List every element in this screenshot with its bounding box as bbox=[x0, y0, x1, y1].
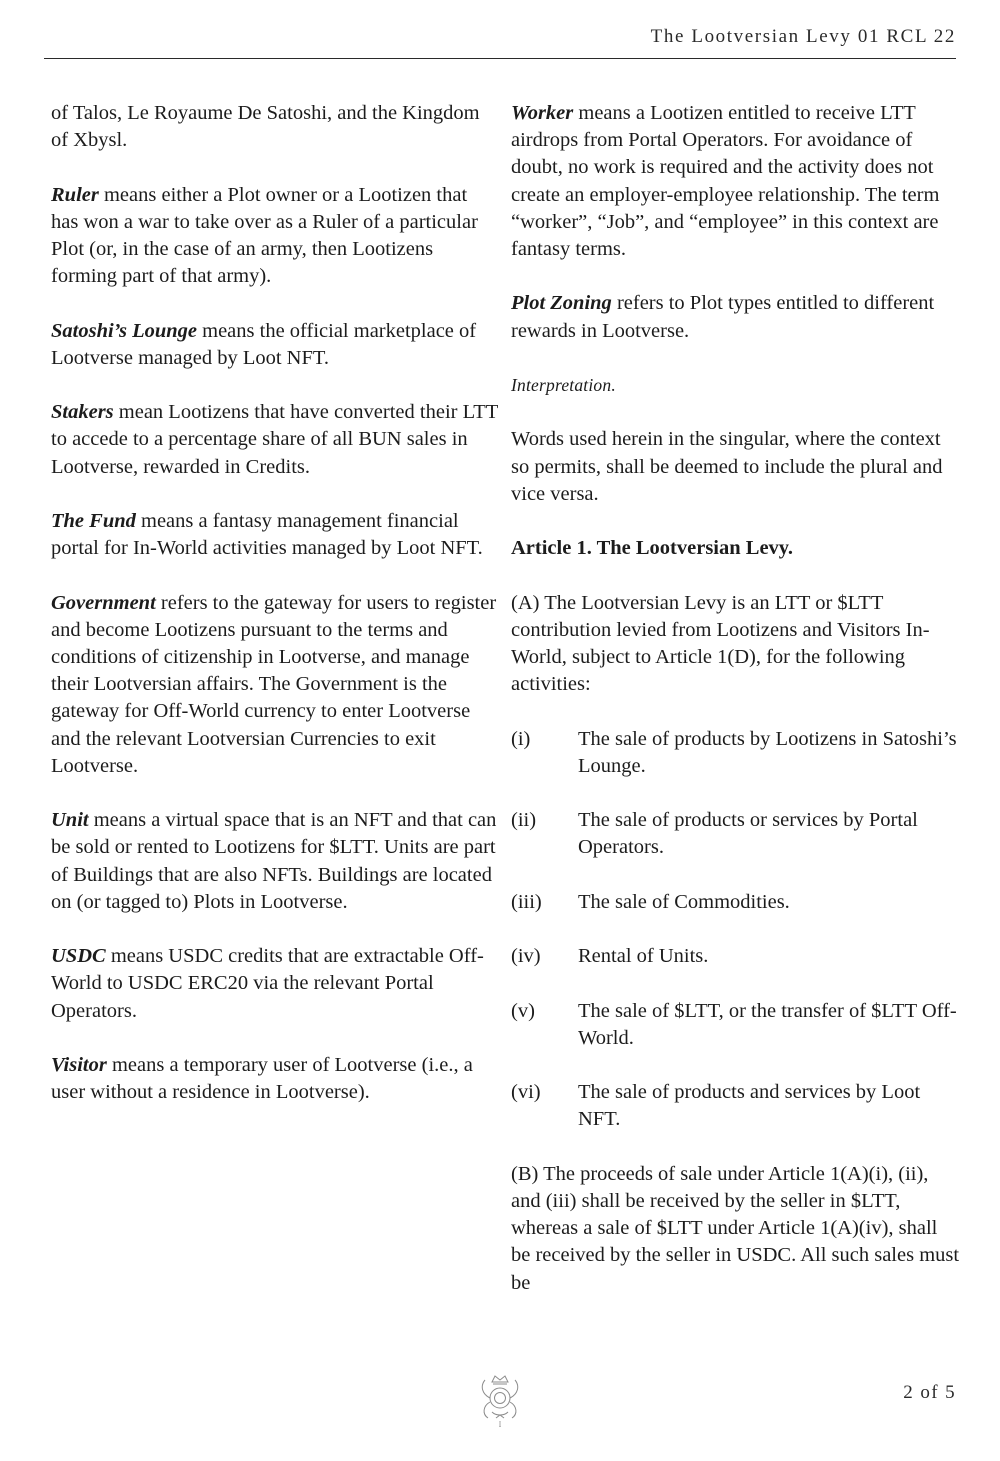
document-title: The Lootversian Levy 01 RCL 22 bbox=[650, 26, 956, 47]
definition-stakers bbox=[51, 399, 499, 481]
definition-ruler bbox=[51, 182, 499, 291]
left-column bbox=[51, 100, 499, 1134]
definition-term: Worker bbox=[511, 102, 574, 124]
definition-text: refers to the gateway for users to register and become Lootizens pursuant to the terms and conditions of citizenship in Lootverse, and manage their Lootversian affairs. The Government is the gateway for Off-World currency to enter Lootverse and the relevant Lootversian Currencies to exit Lootverse. bbox=[51, 591, 497, 777]
definition-text: refers to Plot types entitled to different rewards in Lootverse. bbox=[511, 292, 935, 342]
definition-term: USDC bbox=[51, 945, 106, 968]
definition-unit bbox=[51, 807, 499, 916]
page-number: 2 of 5 bbox=[903, 1382, 956, 1403]
item-text: The sale of $LTT, or the transfer of $LTT Off-World. bbox=[578, 999, 957, 1049]
definition-visitor bbox=[51, 1052, 499, 1106]
item-number: (ii) bbox=[511, 809, 537, 832]
definition-term: Government bbox=[51, 591, 156, 614]
clause-a: (A) The Lootversian Levy is an LTT or $LTT contribution levied from Lootizens and Visitors In-World, subject to Article 1(D), for the following activities: bbox=[511, 591, 930, 696]
item-text: The sale of products by Lootizens in Satoshi’s Lounge. bbox=[578, 727, 957, 777]
definition-text: means the official marketplace of Lootverse managed by Loot NFT. bbox=[51, 319, 477, 369]
list-item bbox=[511, 726, 961, 780]
definition-text: means a temporary user of Lootverse (i.e., a user without a residence in Lootverse). bbox=[51, 1053, 473, 1104]
definition-government bbox=[51, 590, 499, 780]
definition-term: Plot Zoning bbox=[511, 292, 612, 315]
page-header bbox=[44, 22, 956, 59]
item-number: (iii) bbox=[511, 890, 542, 913]
definition-term: The Fund bbox=[51, 509, 136, 532]
definition-term: Unit bbox=[51, 809, 89, 832]
article-heading: Article 1. The Lootversian Levy. bbox=[511, 537, 794, 560]
definition-text: means USDC credits that are extractable Off-World to USDC ERC20 via the relevant Portal Operators. bbox=[51, 945, 484, 1022]
definition-term: Ruler bbox=[51, 183, 99, 206]
item-number: (iv) bbox=[511, 945, 541, 968]
interpretation-heading: Interpretation. bbox=[511, 375, 616, 395]
item-number: (i) bbox=[511, 727, 531, 750]
definition-text: means either a Plot owner or a Lootizen that has won a war to take over as a Ruler of a particular Plot (or, in the case of an army, then Lootizens forming part of that army). bbox=[51, 183, 478, 288]
list-item bbox=[511, 943, 961, 970]
item-number: (vi) bbox=[511, 1081, 541, 1104]
item-number: (v) bbox=[511, 999, 535, 1022]
definition-text: mean Lootizens that have converted their LTT to accede to a percentage share of all BUN sales in Lootverse, rewarded in Credits. bbox=[51, 401, 498, 478]
list-item bbox=[511, 889, 961, 916]
definition-worker bbox=[511, 100, 961, 263]
definition-term: Visitor bbox=[51, 1053, 107, 1076]
definition-text: means a fantasy management financial portal for In-World activities managed by Loot NFT. bbox=[51, 509, 483, 560]
seal-letter: I bbox=[498, 1421, 502, 1429]
definition-the-fund bbox=[51, 508, 499, 562]
item-text: The sale of products or services by Portal Operators. bbox=[578, 809, 918, 859]
definition-text: means a virtual space that is an NFT and that can be sold or rented to Lootizens for $LTT. Units are part of Buildings that are also NFTs. Buildings are located on (or tagged to) Plots in Lootverse. bbox=[51, 809, 497, 913]
list-item bbox=[511, 998, 961, 1052]
definition-usdc bbox=[51, 943, 499, 1025]
crest-seal-icon bbox=[472, 1368, 528, 1430]
definition-satoshis-lounge bbox=[51, 318, 499, 372]
item-text: The sale of products and services by Loot NFT. bbox=[578, 1081, 921, 1131]
clause-b: (B) The proceeds of sale under Article 1(A)(i), (ii), and (iii) shall be received by the seller in $LTT, whereas a sale of $LTT under Article 1(A)(iv), shall be received by the seller in USDC. All such sales must be bbox=[511, 1162, 960, 1294]
definition-text: means a Lootizen entitled to receive LTT airdrops from Portal Operators. For avoidance of doubt, no work is required and the activity does not create an employer-employee relationship. The term “worker”, “Job”, and “employee” in this context are fantasy terms. bbox=[511, 102, 940, 261]
right-column bbox=[511, 100, 961, 1324]
list-item bbox=[511, 807, 961, 861]
interpretation-text: Words used herein in the singular, where the context so permits, shall be deemed to include the plural and vice versa. bbox=[511, 428, 943, 505]
item-text: The sale of Commodities. bbox=[578, 890, 790, 913]
definition-plot-zoning bbox=[511, 290, 961, 344]
definition-term: Satoshi’s Lounge bbox=[51, 319, 198, 342]
intro-paragraph: of Talos, Le Royaume De Satoshi, and the Kingdom of Xbysl. bbox=[51, 102, 480, 152]
list-item bbox=[511, 1079, 961, 1133]
item-text: Rental of Units. bbox=[578, 945, 709, 968]
definition-term: Stakers bbox=[51, 401, 114, 424]
